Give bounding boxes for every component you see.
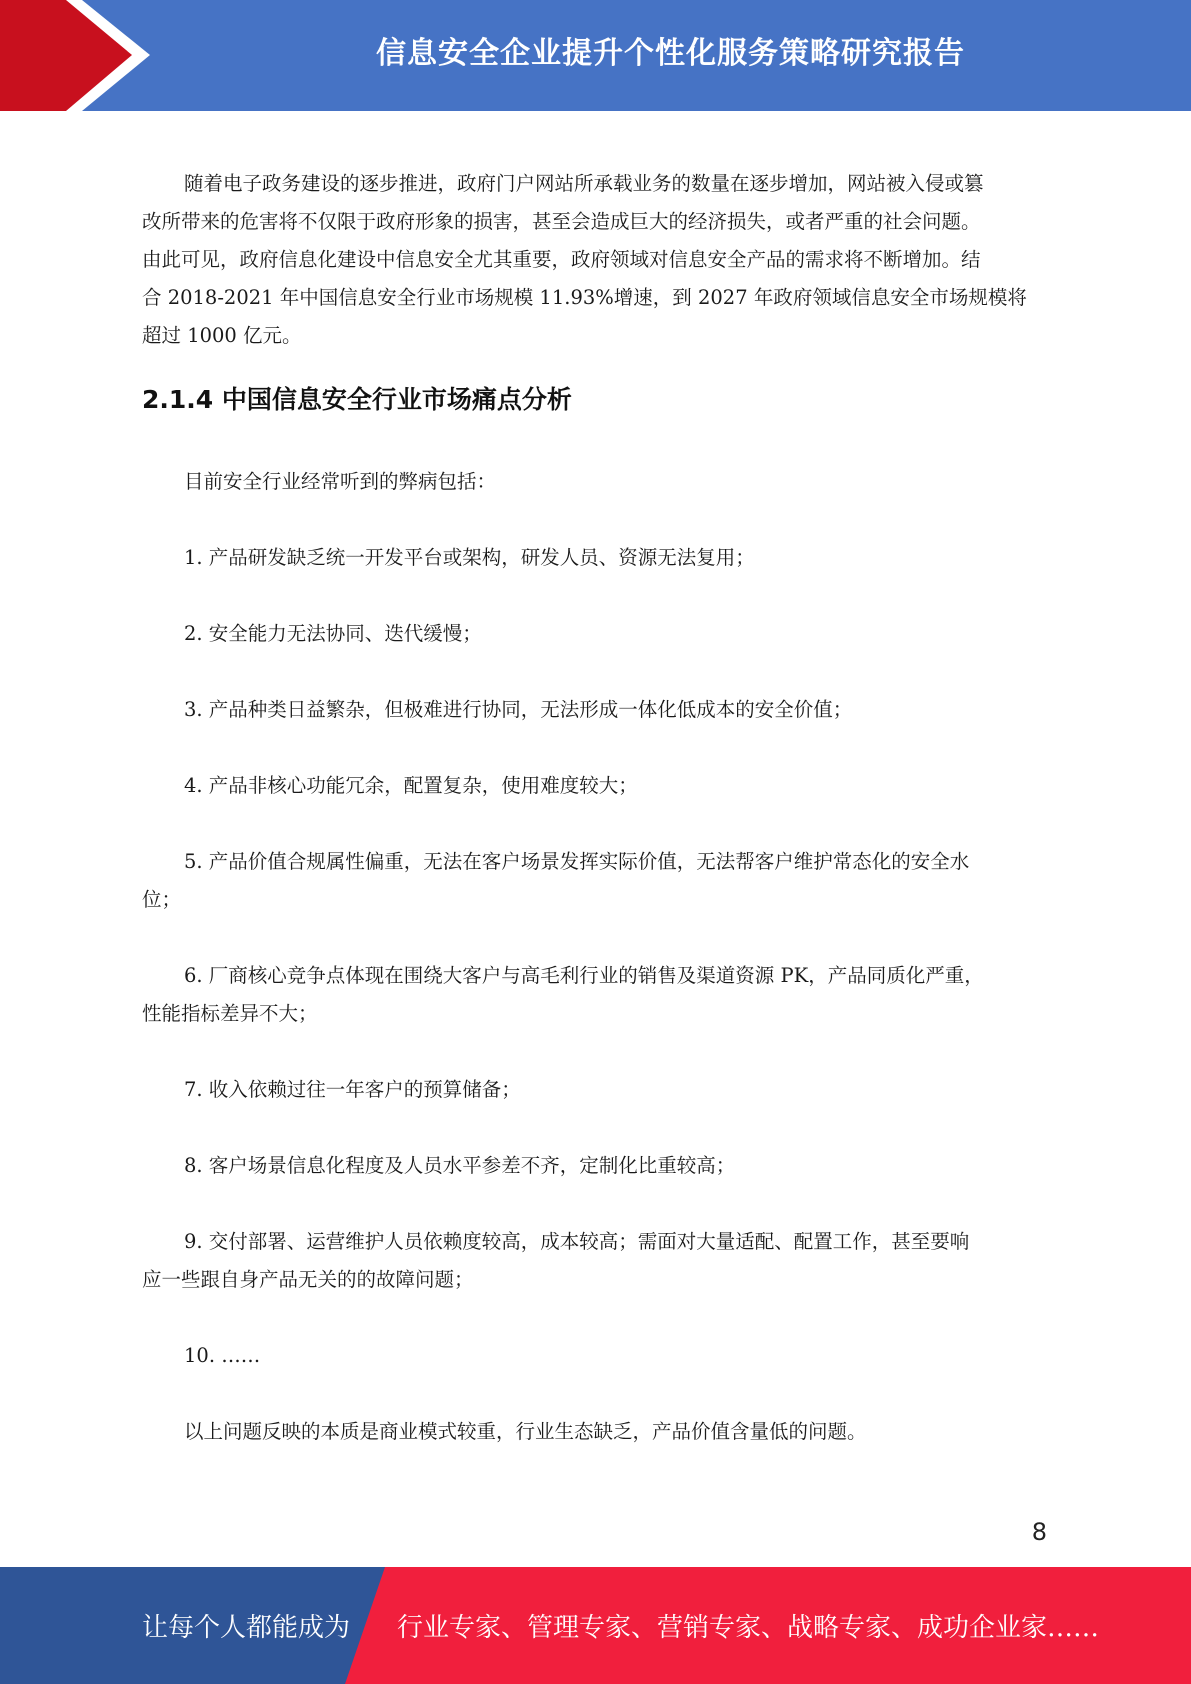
list-item-text: 8. 客户场景信息化程度及人员水平参差不齐，定制化比重较高； [184,1154,736,1177]
list-item [142,1147,1052,1185]
list-item-text: 10. …… [184,1344,261,1367]
intro-line: 由此可见，政府信息化建设中信息安全尤其重要，政府领域对信息安全产品的需求将不断增加。结 [142,248,981,271]
list-item-continuation: 位； [142,888,182,911]
list-item-continuation: 性能指标差异不大； [142,1002,318,1025]
intro-line: 合 2018-2021 年中国信息安全行业市场规模 11.93%增速，到 2027 年政府领域信息安全市场规模将 [142,286,1027,309]
list-item-text: 7. 收入依赖过往一年客户的预算储备； [184,1078,521,1101]
list-item [142,1337,1052,1375]
list-item-text: 5. 产品价值合规属性偏重，无法在客户场景发挥实际价值，无法帮客户维护常态化的安全水 [184,850,970,873]
list-item-text: 2. 安全能力无法协同、迭代缓慢； [184,622,482,645]
conclusion-paragraph [142,1413,1052,1451]
list-item [142,767,1052,805]
footer-slogan-right: 行业专家、管理专家、营销专家、战略专家、成功企业家…… [397,1613,1100,1643]
list-item [142,615,1052,653]
conclusion-text: 以上问题反映的本质是商业模式较重，行业生态缺乏，产品价值含量低的问题。 [184,1420,867,1443]
list-item-text: 1. 产品研发缺乏统一开发平台或架构，研发人员、资源无法复用； [184,546,755,569]
list-item [142,1071,1052,1109]
list-item [142,957,1052,1033]
list-item-text: 4. 产品非核心功能冗余，配置复杂，使用难度较大； [184,774,638,797]
list-item [142,691,1052,729]
list-item-text: 3. 产品种类日益繁杂，但极难进行协同，无法形成一体化低成本的安全价值； [184,698,853,721]
section-heading: 2.1.4 中国信息安全行业市场痛点分析 [142,385,572,414]
document-title: 信息安全企业提升个性化服务策略研究报告 [376,36,965,71]
section-lead-text: 目前安全行业经常听到的弊病包括： [184,470,497,493]
page-footer [0,1567,1191,1684]
list-item-text: 6. 厂商核心竞争点体现在围绕大客户与高毛利行业的销售及渠道资源 PK，产品同质化严重， [184,964,984,987]
list-item-continuation: 应一些跟自身产品无关的的故障问题； [142,1268,474,1291]
intro-line: 改所带来的危害将不仅限于政府形象的损害，甚至会造成巨大的经济损失，或者严重的社会问题。 [142,210,981,233]
section-lead [142,463,1052,501]
page-header [0,0,1191,111]
list-item [142,539,1052,577]
intro-line: 超过 1000 亿元。 [142,324,302,347]
page-number: 8 [1031,1518,1047,1546]
list-item [142,1223,1052,1299]
list-item-text: 9. 交付部署、运营维护人员依赖度较高，成本较高；需面对大量适配、配置工作，甚至要响 [184,1230,970,1253]
intro-line: 随着电子政务建设的逐步推进，政府门户网站所承载业务的数量在逐步增加，网站被入侵或篡 [184,172,984,195]
intro-paragraph [142,165,1052,355]
footer-slogan-left: 让每个人都能成为 [142,1613,351,1643]
list-item [142,843,1052,919]
red-arrow-decoration [0,0,160,111]
